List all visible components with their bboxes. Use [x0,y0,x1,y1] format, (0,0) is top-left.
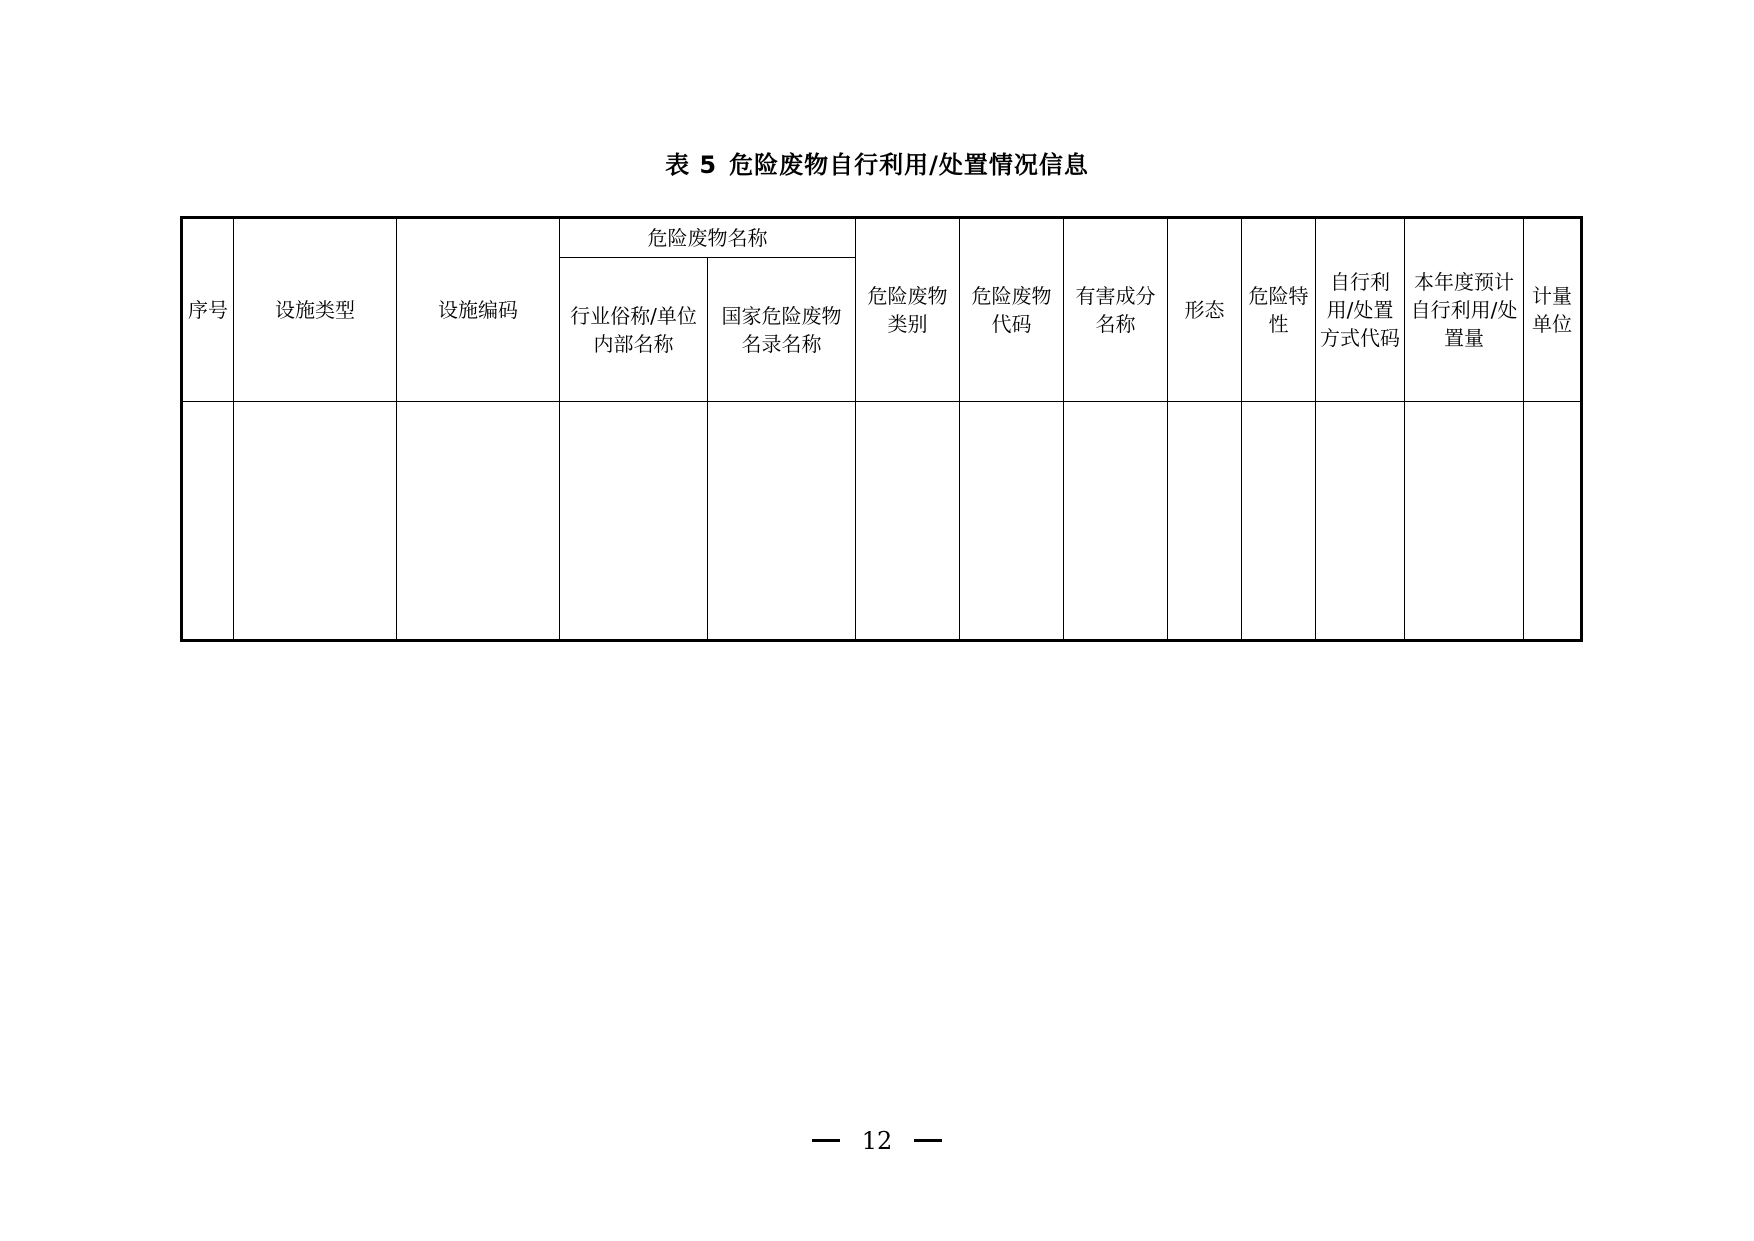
header-disposal-method-code: 自行利用/处置方式代码 [1316,218,1405,402]
page-number: 12 [861,1127,893,1155]
header-annual-estimate: 本年度预计自行利用/处置量 [1405,218,1524,402]
header-hazard-property: 危险特性 [1242,218,1316,402]
header-hazardous-components: 有害成分名称 [1064,218,1168,402]
header-waste-code: 危险废物代码 [960,218,1064,402]
cell-form[interactable] [1168,402,1242,641]
header-unit: 计量单位 [1524,218,1582,402]
table-title-text: 危险废物自行利用/处置情况信息 [729,151,1089,179]
cell-waste-category[interactable] [856,402,960,641]
table-number: 表 5 [665,151,718,179]
page-footer [0,1124,1754,1158]
cell-hazard-property[interactable] [1242,402,1316,641]
header-form: 形态 [1168,218,1242,402]
cell-facility-type[interactable] [234,402,397,641]
cell-annual-estimate[interactable] [1405,402,1524,641]
header-facility-code: 设施编码 [397,218,560,402]
cell-facility-code[interactable] [397,402,560,641]
header-waste-category: 危险废物类别 [856,218,960,402]
cell-national-list-name[interactable] [708,402,856,641]
cell-disposal-method-code[interactable] [1316,402,1405,641]
disposal-info-table [180,216,1583,642]
right-dash [914,1139,942,1142]
cell-seq[interactable] [182,402,234,641]
cell-unit[interactable] [1524,402,1582,641]
cell-industry-name[interactable] [560,402,708,641]
left-dash [812,1139,840,1142]
header-facility-type: 设施类型 [234,218,397,402]
header-industry-name: 行业俗称/单位内部名称 [560,258,708,402]
table-row [182,402,1582,641]
header-row-1 [182,218,1582,258]
cell-waste-code[interactable] [960,402,1064,641]
header-waste-name-group: 危险废物名称 [560,218,856,258]
cell-hazardous-components[interactable] [1064,402,1168,641]
header-national-list-name: 国家危险废物名录名称 [708,258,856,402]
table-title [0,148,1754,182]
header-seq: 序号 [182,218,234,402]
